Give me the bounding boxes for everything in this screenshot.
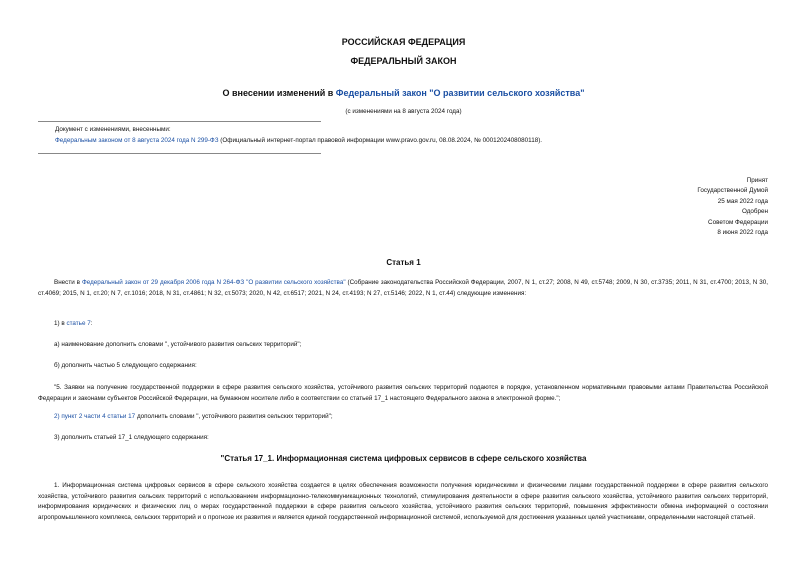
article-1-intro [38, 278, 768, 299]
adoption-line: Советом Федерации [708, 218, 768, 226]
changes-bottom-rule [38, 153, 321, 154]
article-17-1-para-1: 1. Информационная система цифровых сервисов в сфере сельского хозяйства создается в целях обеспечения возможности получения юридическими и физическими лицами государственной поддержки в сфере развития сельского хозяйства, устойчивого развития сельских территорий с использованием информационно-телекоммуникационных технологий, стимулирования деятельности в сфере развития сельского хозяйства, устойчивого развития сельских территорий, информирования юридических и физических лиц о мерах государственной поддержки в сфере развития сельского хозяйства, устойчивого развития сельских территорий, повышения эффективности обмена информацией о состоянии агропромышленного комплекса, сельских территорий и о прогнозе их развития и является единой государственной информационной системой, используемой для достижения указанных целей участниками, определенными настоящей статьей. [38, 482, 768, 521]
edition-note: (с изменениями на 8 августа 2024 года) [345, 108, 462, 115]
item-1-prefix: 1) в [54, 320, 67, 327]
amending-law-link[interactable]: Федеральным законом от 8 августа 2024 года N 299-ФЗ [55, 137, 219, 144]
law-title-link[interactable]: Федеральный закон "О развитии сельского хозяйства" [335, 88, 585, 98]
item-1b: б) дополнить частью 5 следующего содержания: [54, 362, 197, 369]
adoption-block [600, 176, 768, 238]
law-264-link[interactable]: Федеральный закон от 29 декабря 2006 года N 264-ФЗ "О развитии сельского хозяйства" [81, 279, 346, 286]
article-1-heading: Статья 1 [386, 258, 421, 267]
item-2-rest: дополнить словами ", устойчивого развития сельских территорий"; [135, 413, 333, 420]
adoption-line: 8 июня 2022 года [717, 229, 768, 237]
intro-prefix: Внести в [54, 279, 82, 286]
doc-type-heading: ФЕДЕРАЛЬНЫЙ ЗАКОН [350, 56, 457, 66]
article-7-link[interactable]: статье 7 [66, 320, 91, 327]
adoption-line: Одобрен [741, 208, 768, 216]
item-1a: а) наименование дополнить словами ", устойчивого развития сельских территорий"; [54, 341, 302, 348]
adoption-line: 25 мая 2022 года [717, 197, 768, 205]
law-title [0, 88, 807, 98]
item-1-suffix: : [90, 320, 93, 327]
adoption-line: Государственной Думой [697, 187, 768, 195]
changes-label: Документ с изменениями, внесенными: [55, 126, 171, 133]
article-17-link[interactable]: 2) пункт 2 части 4 статьи 17 [54, 413, 136, 420]
changes-line [55, 137, 542, 144]
changes-top-rule [38, 121, 321, 122]
adoption-line: Принят [746, 177, 768, 184]
article-17-1-title: "Статья 17_1. Информационная система цифровых сервисов в сфере сельского хозяйства [220, 454, 587, 463]
intro-rest: (Собрание законодательства Российской Федерации, 2007, N 1, ст.27; 2008, N 49, ст.5748; 2009, N 30, ст.3735; 2011, N 31, ст.4700; 2013, N 30, ст.4069; 2015, N 1, ст.20; N 7, ст.1016; 2018, N 31, ст.4861; N 32, ст.5073; 2020, N 42, ст.6517; 2021, N 24, ст.4193; N 27, ст.5146; 2022, N 1, ст.44) следующие изменения: [38, 279, 768, 297]
item-2 [54, 413, 333, 420]
item-3: 3) дополнить статьей 17_1 следующего содержания: [54, 434, 209, 441]
publication-source: (Официальный интернет-портал правовой информации www.pravo.gov.ru, 08.08.2024, № 0001202408080118). [218, 137, 543, 144]
law-title-prefix: О внесении изменений в [222, 88, 336, 98]
item-1 [54, 320, 92, 327]
country-heading: РОССИЙСКАЯ ФЕДЕРАЦИЯ [341, 37, 466, 47]
item-1b-quote: "5. Заявки на получение государственной поддержки в сфере развития сельского хозяйства, устойчивого развития сельских территорий подаются в порядке, установленном нормативными правовыми актами Правительства Российской Федерации и законами субъектов Российской Федерации, на бумажном носителе либо в соответствии со статьей 17_1 настоящего Федерального закона в электронной форме."; [38, 384, 768, 402]
